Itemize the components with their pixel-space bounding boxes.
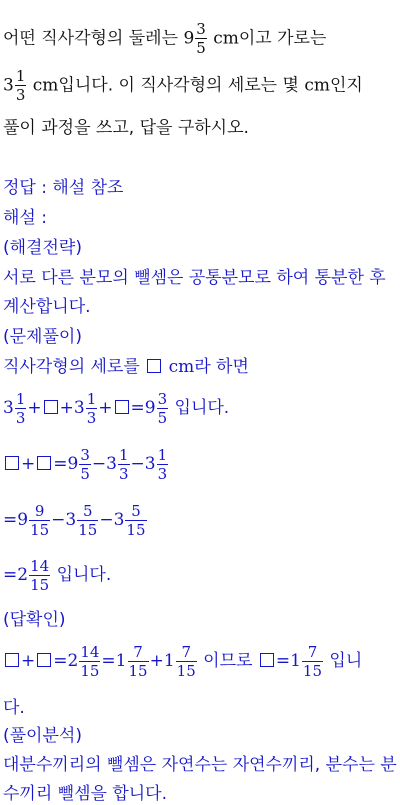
fraction: $\frac{14}{15}$ <box>30 557 50 594</box>
equation-3: =9 $\frac{9}{15}$ −3 $\frac{5}{15}$ −3 $\frac{5}{15}$ <box>3 502 146 539</box>
fraction: $\frac{7}{15}$ <box>128 643 148 680</box>
fraction: $\frac{1}{3}$ <box>157 446 168 483</box>
section-heading-analysis: (풀이분석) <box>3 726 82 746</box>
section-heading-solution: (문제풀이) <box>3 327 82 347</box>
fraction: $\frac{14}{15}$ <box>80 643 100 680</box>
unit-cm: cm <box>163 357 195 377</box>
fraction: $\frac{1}{3}$ <box>15 67 26 104</box>
problem-text: 입니다. 이 직사각형의 세로는 몇 <box>58 75 305 96</box>
equation-1: 3 $\frac{1}{3}$ + +3 $\frac{1}{3}$ + =9 $\frac{3}{5}$ 입니다. <box>3 390 230 427</box>
section-heading-check: (답확인) <box>3 610 66 630</box>
explanation-label: 해설 : <box>3 208 47 228</box>
blank-box <box>5 456 19 470</box>
fraction: $\frac{1}{3}$ <box>86 390 97 427</box>
equation-5: + =2 $\frac{14}{15}$ =1 $\frac{7}{15}$ +1 $\frac{7}{15}$ 이므로 =1 $\frac{7}{15}$ 입니 <box>3 643 362 680</box>
check-tail: 다. <box>3 698 25 718</box>
fraction: $\frac{5}{15}$ <box>78 502 98 539</box>
strategy-line-2: 계산합니다. <box>3 297 91 317</box>
fraction: $\frac{1}{3}$ <box>118 446 129 483</box>
blank-box <box>37 653 51 667</box>
solution-line-1: 직사각형의 세로를 cm라 하면 <box>3 357 249 377</box>
problem-text: 풀이 과정을 쓰고, 답을 구하시오. <box>3 118 249 138</box>
unit-cm: cm <box>207 28 239 49</box>
fraction: $\frac{5}{15}$ <box>126 502 146 539</box>
analysis-line-2: 수끼리 뺄셈을 합니다. <box>3 784 168 804</box>
blank-box <box>44 400 58 414</box>
strategy-line-1: 서로 다른 분모의 뺄셈은 공통분모로 하여 통분한 후 <box>3 268 386 288</box>
mixed-whole: 3 <box>3 75 14 96</box>
problem-line-2 <box>3 67 363 104</box>
fraction: $\frac{1}{3}$ <box>15 390 26 427</box>
unit-cm: cm <box>27 75 59 96</box>
analysis-line-1: 대분수끼리의 뺄셈은 자연수는 자연수끼리, 분수는 분 <box>3 755 397 775</box>
fraction: $\frac{9}{15}$ <box>30 502 50 539</box>
blank-box <box>5 653 19 667</box>
unit-cm: cm <box>304 75 330 96</box>
blank-box <box>147 359 161 373</box>
equation-4: =2 $\frac{14}{15}$ 입니다. <box>3 557 112 594</box>
blank-box <box>37 456 51 470</box>
problem-line-3 <box>3 117 249 139</box>
blank-box <box>260 653 274 667</box>
problem-text: 어떤 직사각형의 둘레는 <box>3 28 184 49</box>
problem-text: 이고 가로는 <box>238 28 327 49</box>
fraction: $\frac{3}{5}$ <box>80 446 90 483</box>
fraction: $\frac{3}{5}$ <box>157 390 168 427</box>
fraction: $\frac{7}{15}$ <box>302 643 323 680</box>
equation-2: + =9 $\frac{3}{5}$ −3 $\frac{1}{3}$ −3 $\frac{1}{3}$ <box>3 446 169 483</box>
fraction: $\frac{3}{5}$ <box>196 20 206 57</box>
section-heading-strategy: (해결전략) <box>3 238 82 258</box>
problem-line-1 <box>3 20 326 57</box>
blank-box <box>115 400 129 414</box>
problem-text: 인지 <box>330 75 363 96</box>
fraction: $\frac{7}{15}$ <box>176 643 196 680</box>
answer-label: 정답 : 해설 참조 <box>3 178 124 198</box>
mixed-whole: 9 <box>183 28 195 49</box>
